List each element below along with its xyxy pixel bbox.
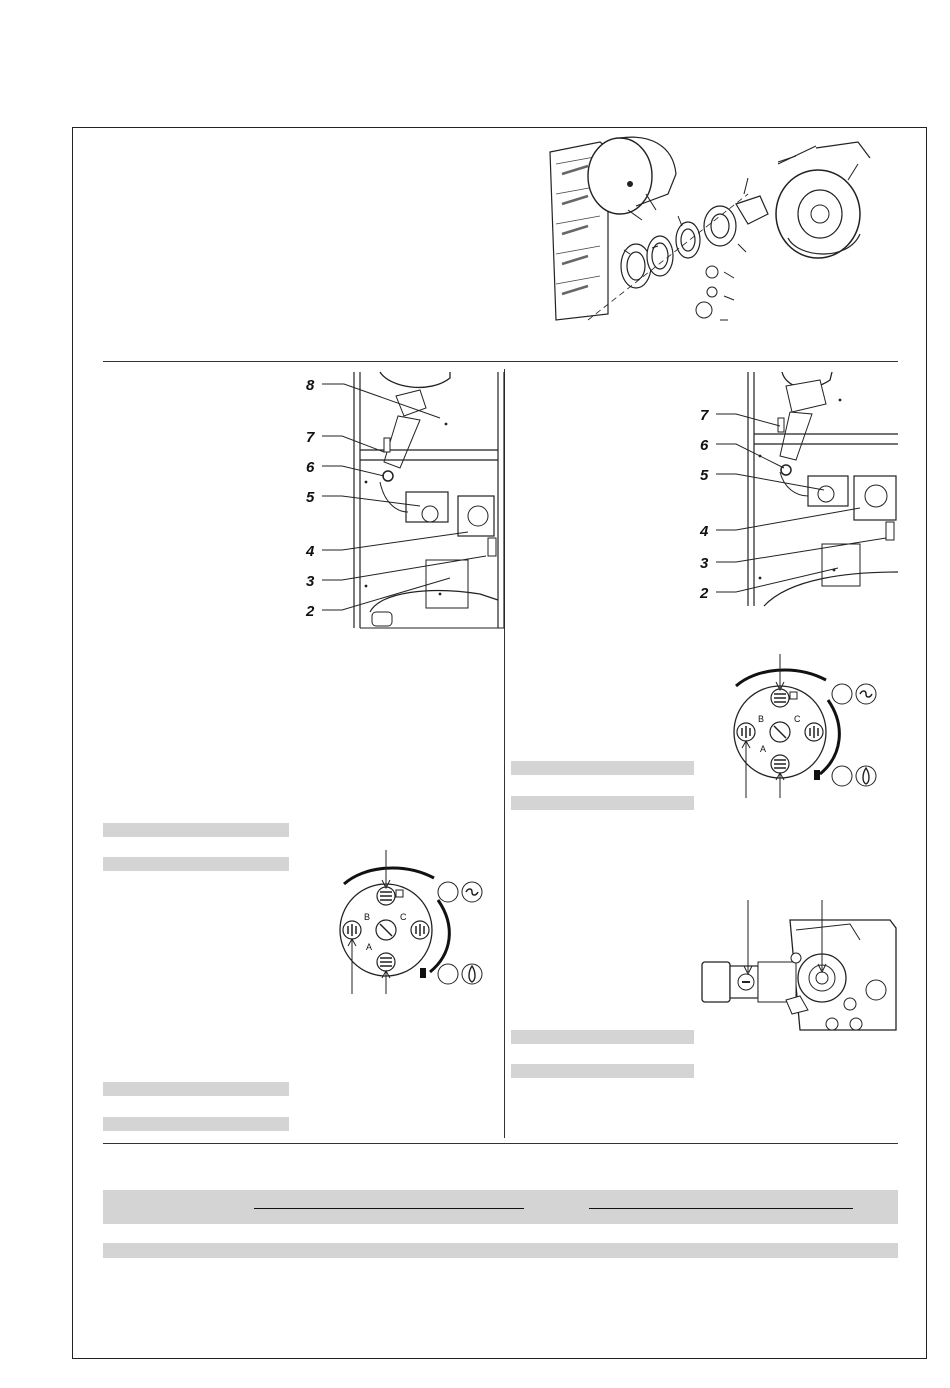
callout-6: 6	[306, 459, 315, 476]
callout-4: 4	[306, 543, 315, 560]
callout-3: 3	[700, 555, 709, 572]
callout-5: 5	[700, 467, 709, 484]
label-bar	[103, 1117, 289, 1131]
callout-7: 7	[306, 429, 315, 446]
callout-7: 7	[700, 407, 709, 424]
dial-letter-b: B	[758, 714, 765, 724]
label-bar-wide	[103, 1243, 898, 1258]
blank-field-2	[589, 1208, 853, 1209]
dial-letter-a: A	[760, 744, 767, 754]
dial-letter-c: C	[794, 714, 801, 724]
callout-3: 3	[306, 573, 315, 590]
dial-letter-c: C	[400, 912, 407, 922]
blank-field-1	[254, 1208, 524, 1209]
label-bar	[511, 1030, 694, 1044]
regulator-dial-right	[716, 646, 896, 802]
valve-closeup-figure	[700, 900, 900, 1040]
callout-2: 2	[700, 585, 709, 602]
dial-letter-a: A	[366, 942, 373, 952]
label-bar	[103, 857, 289, 871]
callout-4: 4	[700, 523, 709, 540]
exploded-view-figure	[548, 134, 908, 324]
callout-5: 5	[306, 489, 315, 506]
section-divider-top	[103, 361, 898, 362]
label-bar	[511, 761, 694, 775]
callouts-right	[700, 372, 898, 608]
regulator-dial-left	[330, 842, 510, 998]
callout-2: 2	[306, 603, 315, 620]
callout-6: 6	[700, 437, 709, 454]
form-band	[103, 1190, 898, 1224]
label-bar	[103, 823, 289, 837]
section-divider-bottom	[103, 1143, 898, 1144]
callouts-left	[300, 372, 504, 630]
callout-8: 8	[306, 377, 315, 394]
label-bar	[511, 1064, 694, 1078]
dial-letter-b: B	[364, 912, 371, 922]
label-bar	[103, 1082, 289, 1096]
label-bar	[511, 796, 694, 810]
